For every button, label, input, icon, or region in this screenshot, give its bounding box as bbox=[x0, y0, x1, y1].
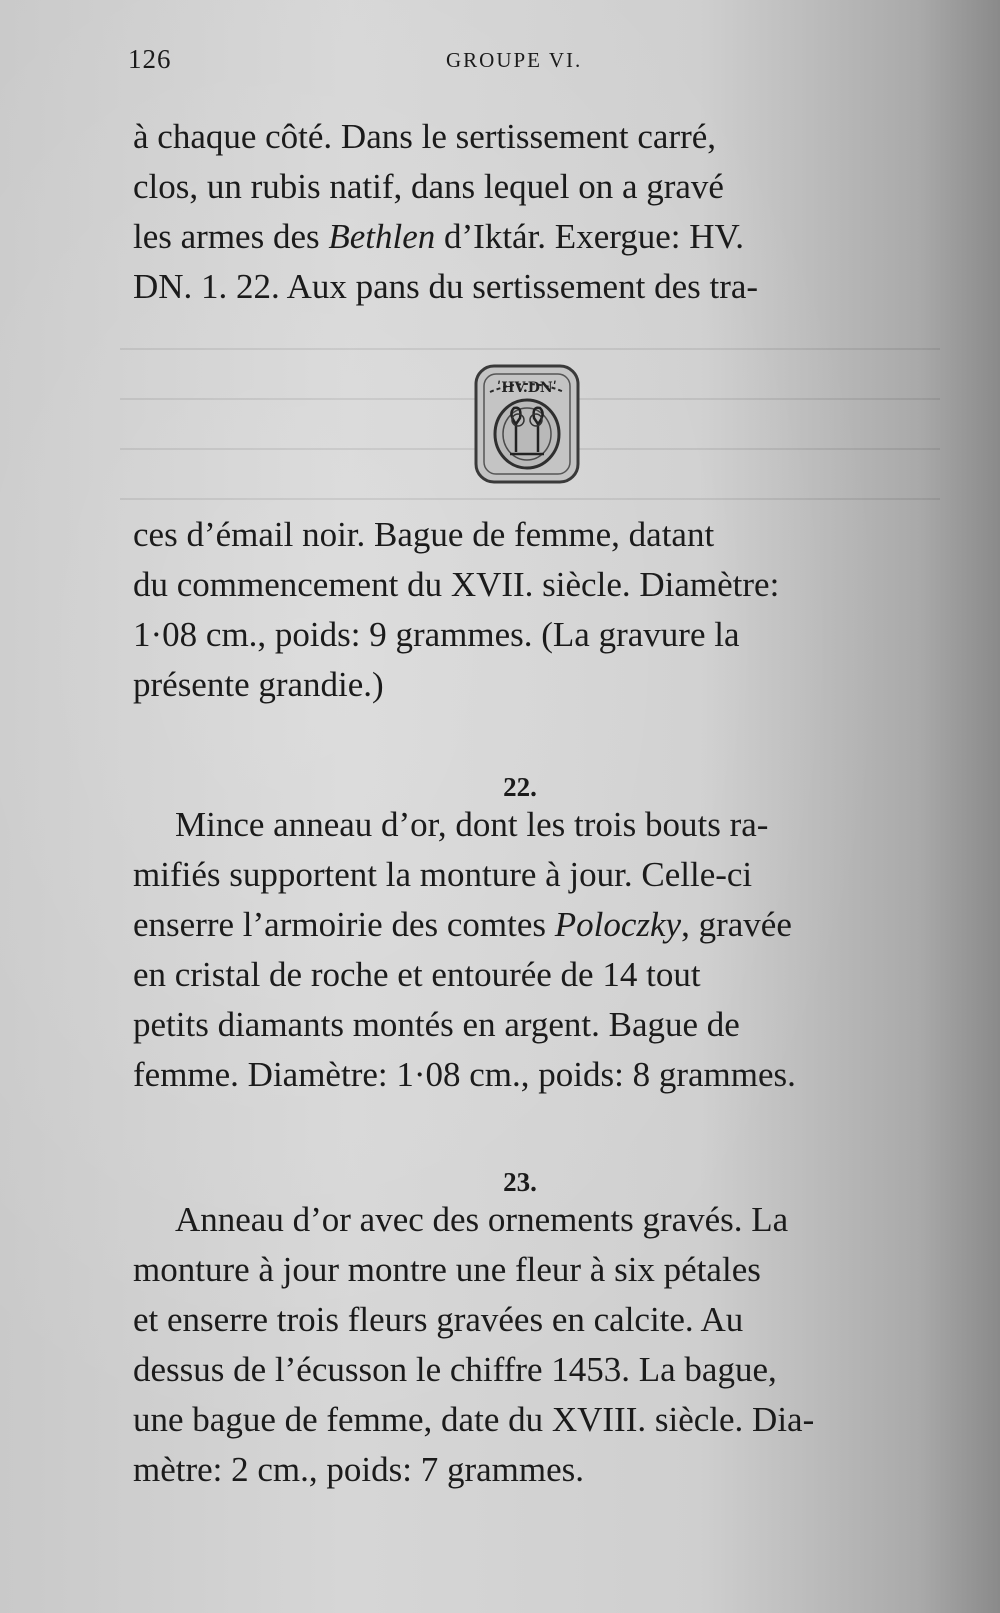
text-line: femme. Diamètre: 1·08 cm., poids: 8 grammes. bbox=[133, 1055, 796, 1094]
text-line bbox=[133, 212, 915, 262]
paragraph-seal-description bbox=[133, 510, 915, 710]
text-line: mifiés supportent la monture à jour. Celle-ci bbox=[133, 855, 753, 894]
text-line: monture à jour montre une fleur à six pétales bbox=[133, 1250, 761, 1289]
running-title: GROUPE VI. bbox=[446, 48, 583, 72]
paragraph-continued bbox=[133, 112, 915, 312]
text-segment: enserre l’armoirie des comtes bbox=[133, 905, 555, 944]
page-number: 126 bbox=[128, 44, 172, 74]
seal-inscription: ʹHV.DNʹ bbox=[497, 380, 557, 396]
family-name-bethlen: Bethlen bbox=[328, 217, 436, 256]
text-line: ces d’émail noir. Bague de femme, datant bbox=[133, 515, 715, 554]
section-number-22: 22. bbox=[503, 772, 537, 802]
text-line: DN. 1. 22. Aux pans du sertissement des tra- bbox=[133, 267, 759, 306]
section-23-text bbox=[133, 1195, 915, 1495]
text-segment: , gravée bbox=[681, 905, 792, 944]
text-line: mètre: 2 cm., poids: 7 grammes. bbox=[133, 1450, 585, 1489]
text-line: à chaque côté. Dans le sertissement carré, bbox=[133, 117, 717, 156]
text-line: du commencement du XVII. siècle. Diamètre: bbox=[133, 565, 780, 604]
text-line: dessus de l’écusson le chiffre 1453. La bague, bbox=[133, 1350, 777, 1389]
text-line: clos, un rubis natif, dans lequel on a gravé bbox=[133, 167, 724, 206]
text-line: Mince anneau d’or, dont les trois bouts ra- bbox=[175, 805, 769, 844]
text-line: une bague de femme, date du XVIII. siècle. Dia- bbox=[133, 1400, 815, 1439]
section-22-text bbox=[133, 800, 915, 1100]
text-line: petits diamants montés en argent. Bague de bbox=[133, 1005, 740, 1044]
text-segment: les armes des bbox=[133, 217, 329, 256]
running-head bbox=[128, 44, 908, 80]
section-number-23: 23. bbox=[503, 1167, 537, 1197]
engraved-seal-icon bbox=[472, 362, 582, 486]
text-line: 1·08 cm., poids: 9 grammes. (La gravure la bbox=[133, 615, 740, 654]
text-segment: d’Iktár. Exergue: HV. bbox=[435, 217, 745, 256]
text-line: et enserre trois fleurs gravées en calcite. Au bbox=[133, 1300, 744, 1339]
text-line bbox=[133, 900, 915, 950]
text-line: en cristal de roche et entourée de 14 tout bbox=[133, 955, 701, 994]
family-name-poloczky: Poloczky bbox=[554, 905, 682, 944]
text-line: Anneau d’or avec des ornements gravés. La bbox=[175, 1200, 789, 1239]
text-line: présente grandie.) bbox=[133, 665, 384, 704]
